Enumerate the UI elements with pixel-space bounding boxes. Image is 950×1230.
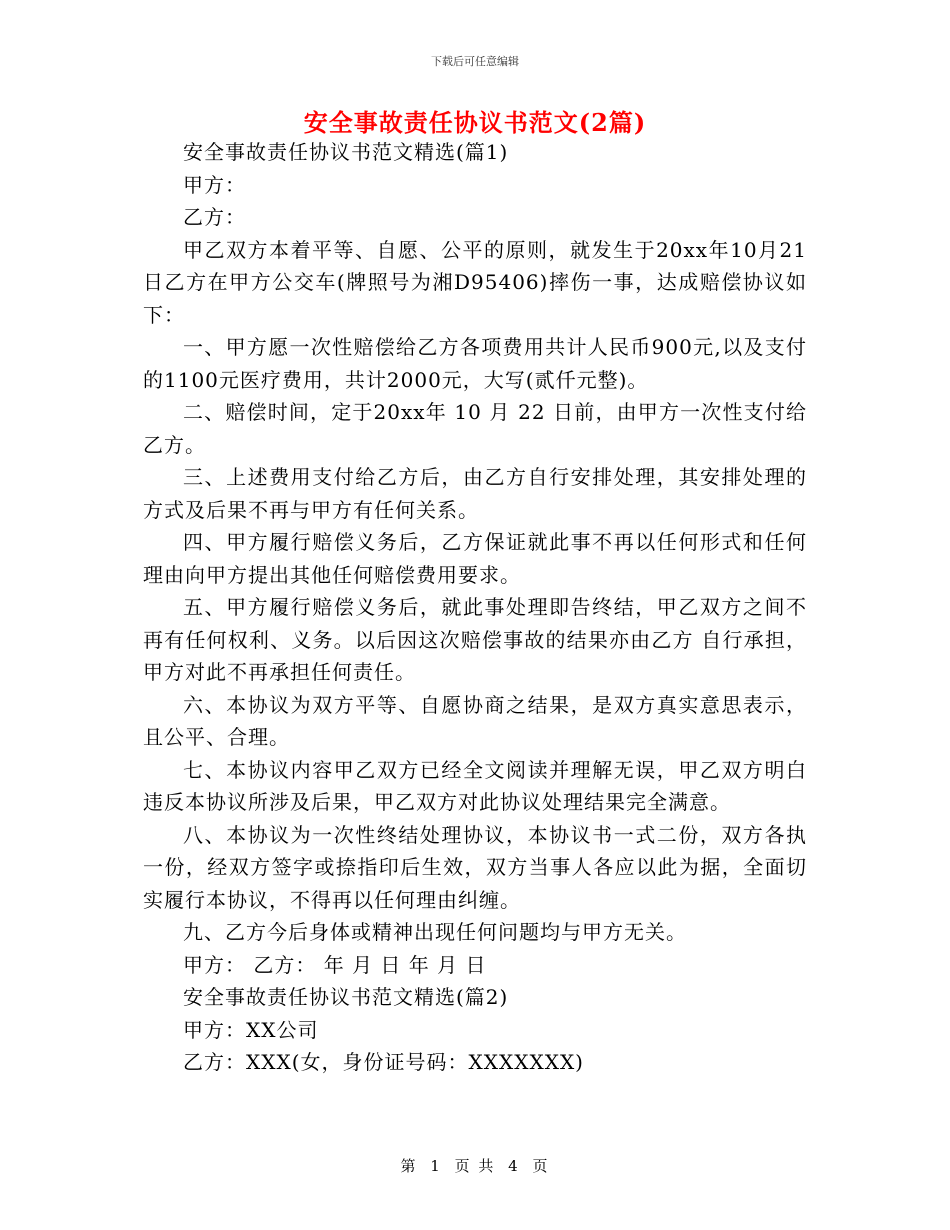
section-heading-1: 安全事故责任协议书范文精选(篇1) [183,140,509,164]
document-title: 安全事故责任协议书范文(2篇) [303,108,647,137]
document-body [143,136,807,1079]
section-heading-2: 安全事故责任协议书范文精选(篇2) [183,985,509,1009]
signature-line: 甲方： 乙方： 年 月 日 年 月 日 [183,952,487,977]
clause-1: 一、甲方愿一次性赔偿给乙方各项费用共计人民币900元,以及支付的1100元医疗费用，共计2000元，大写(贰仟元整)。 [143,335,807,392]
clause-7: 七、本协议内容甲乙双方已经全文阅读并理解无误，甲乙双方明白违反本协议所涉及后果，甲乙双方对此协议处理结果完全满意。 [143,757,807,814]
party-a-line-2: 甲方：XX公司 [183,1017,319,1042]
clause-4: 四、甲方履行赔偿义务后，乙方保证就此事不再以任何形式和任何理由向甲方提出其他任何赔偿费用要求。 [143,530,807,587]
clause-5: 五、甲方履行赔偿义务后，就此事处理即告终结，甲乙双方之间不再有任何权利、义务。以后因这次赔偿事故的结果亦由乙方 自行承担，甲方对此不再承担任何责任。 [143,595,807,684]
clause-6: 六、本协议为双方平等、自愿协商之结果，是双方真实意思表示，且公平、合理。 [143,692,807,749]
page-label-prefix: 第 [400,1157,418,1175]
page-footer [0,1155,950,1176]
page-label-mid: 页 共 [454,1157,496,1175]
clause-2: 二、赔偿时间，定于20xx年 10 月 22 日前，由甲方一次性支付给乙方。 [143,400,807,457]
party-b-line: 乙方： [183,205,246,229]
total-pages-number: 4 [508,1157,520,1175]
clause-9: 九、乙方今后身体或精神出现任何问题均与甲方无关。 [183,920,687,944]
clause-3: 三、上述费用支付给乙方后，由乙方自行安排处理，其安排处理的方式及后果不再与甲方有任何关系。 [143,465,807,522]
clause-8: 八、本协议为一次性终结处理协议，本协议书一式二份，双方各执一份，经双方签字或捺指印后生效，双方当事人各应以此为据，全面切实履行本协议，不得再以任何理由纠缠。 [143,822,807,912]
current-page-number: 1 [430,1157,442,1175]
party-a-line: 甲方： [183,172,246,197]
party-b-line-2: 乙方：XXX(女，身份证号码：XXXXXXX) [183,1050,584,1074]
paragraph: 甲乙双方本着平等、自愿、公平的原则，就发生于20xx年10月21日乙方在甲方公交车(牌照号为湘D95406)摔伤一事，达成赔偿协议如下： [143,237,807,327]
page-label-suffix: 页 [532,1157,550,1175]
header-note: 下载后可任意编辑 [431,55,519,68]
